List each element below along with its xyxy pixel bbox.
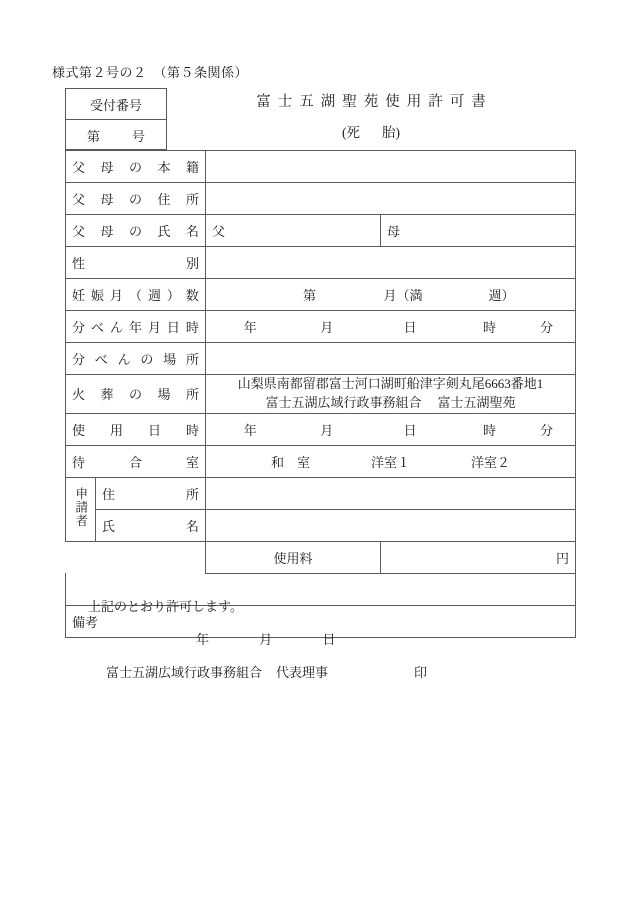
delivery-year: 年 [243, 320, 257, 335]
field-mother-name[interactable] [381, 215, 576, 247]
use-hour: 時 [483, 422, 497, 438]
mother-label: 母 [387, 224, 401, 239]
permission-statement: 上記のとおり許可します。 [88, 598, 243, 614]
receipt-number-field[interactable] [66, 120, 166, 151]
waiting-room-option-western-2[interactable]: 洋室２ [470, 454, 510, 470]
label-parents-address: 父 母 の 住 所 [66, 183, 206, 215]
field-sex[interactable] [206, 247, 576, 279]
gestation-week: 週） [488, 288, 515, 303]
receipt-number-suffix: 号 [131, 129, 145, 144]
cremation-facility: 富士五湖聖苑 [437, 394, 516, 410]
cremation-address-line1: 山梨県南都留郡富士河口湖町船津字剣丸尾6663番地1 [237, 376, 544, 391]
use-minute: 分 [539, 422, 553, 438]
waiting-room-option-western-1[interactable]: 洋室１ [370, 454, 410, 470]
document-title: 富士五湖聖苑使用許可書 [256, 94, 493, 110]
use-day: 日 [403, 422, 417, 438]
permission-month: 月 [259, 631, 273, 647]
delivery-minute: 分 [539, 320, 553, 335]
field-fee-amount[interactable] [381, 541, 576, 573]
gestation-dai: 第 [302, 288, 316, 303]
field-applicant-name[interactable] [206, 509, 576, 541]
table-row-bunben-place [66, 343, 576, 375]
cremation-org: 富士五湖広域行政事務組合 [265, 394, 422, 410]
table-row-fee [66, 541, 576, 573]
label-waiting-room: 待 合 室 [66, 445, 206, 477]
remarks-label: 備考 [72, 614, 99, 630]
table-row-jusho [66, 183, 576, 215]
field-parents-domicile[interactable] [206, 151, 576, 183]
field-father-name[interactable] [206, 215, 381, 247]
fee-spacer [66, 541, 206, 573]
permit-table [65, 150, 576, 680]
seal-mark: 印 [414, 664, 428, 680]
label-applicant: 申請者 [66, 477, 96, 541]
field-applicant-address[interactable] [206, 477, 576, 509]
permission-signature [66, 662, 575, 681]
label-delivery-datetime: 分 べ ん 年 月 日 時 [66, 311, 206, 343]
permission-officer-title: 代表理事 [276, 664, 329, 680]
gestation-month: 月（満 [383, 288, 423, 303]
label-sex: 性 別 [66, 247, 206, 279]
table-row-cremation-place [66, 375, 576, 414]
delivery-day: 日 [403, 320, 417, 335]
label-parents-name: 父 母 の 氏 名 [66, 215, 206, 247]
field-parents-address[interactable] [206, 183, 576, 215]
permission-organization: 富士五湖広域行政事務組合 [106, 664, 263, 680]
table-row-applicant-address [66, 477, 576, 509]
table-row-use-datetime [66, 413, 576, 445]
table-row-honseki [66, 151, 576, 183]
table-row-permission [66, 573, 576, 605]
label-gestation-months: 妊 娠 月 （ 週 ） 数 [66, 279, 206, 311]
waiting-room-option-japanese[interactable]: 和 室 [270, 454, 310, 470]
fee-unit: 円 [555, 550, 569, 566]
delivery-month: 月 [320, 320, 334, 335]
field-delivery-datetime[interactable] [206, 311, 576, 343]
subtitle-right: 胎) [382, 125, 400, 140]
field-waiting-room[interactable] [206, 445, 576, 477]
receipt-number-prefix: 第 [87, 129, 101, 144]
use-year: 年 [243, 422, 257, 438]
table-row-ninshin [66, 279, 576, 311]
field-gestation-months[interactable] [206, 279, 576, 311]
table-row-applicant-name [66, 509, 576, 541]
field-cremation-place [206, 375, 576, 414]
field-use-datetime[interactable] [206, 413, 576, 445]
label-delivery-place: 分 べ ん の 場 所 [66, 343, 206, 375]
label-fee: 使用料 [206, 541, 381, 573]
label-use-datetime: 使 用 日 時 [66, 413, 206, 445]
form-number: 様式第２号の２ （第５条関係） [52, 65, 249, 80]
document-subtitle [167, 121, 575, 141]
father-label: 父 [212, 224, 226, 239]
delivery-hour: 時 [483, 320, 497, 335]
label-applicant-name: 氏 名 [96, 509, 206, 541]
field-delivery-place[interactable] [206, 343, 576, 375]
label-parents-domicile: 父 母 の 本 籍 [66, 151, 206, 183]
title-block [167, 88, 575, 150]
use-month: 月 [320, 422, 334, 438]
permission-date[interactable] [66, 629, 575, 648]
header-area [65, 88, 575, 150]
subtitle-left: (死 [342, 125, 360, 140]
table-row-seibetsu [66, 247, 576, 279]
table-row-waiting-room [66, 445, 576, 477]
permission-year: 年 [196, 631, 210, 647]
table-row-shimei [66, 215, 576, 247]
label-applicant-address: 住 所 [96, 477, 206, 509]
receipt-number-box [65, 88, 167, 150]
receipt-number-label: 受付番号 [66, 89, 166, 120]
label-cremation-place: 火 葬 の 場 所 [66, 375, 206, 414]
permission-day: 日 [322, 631, 336, 647]
table-row-bunben-datetime [66, 311, 576, 343]
